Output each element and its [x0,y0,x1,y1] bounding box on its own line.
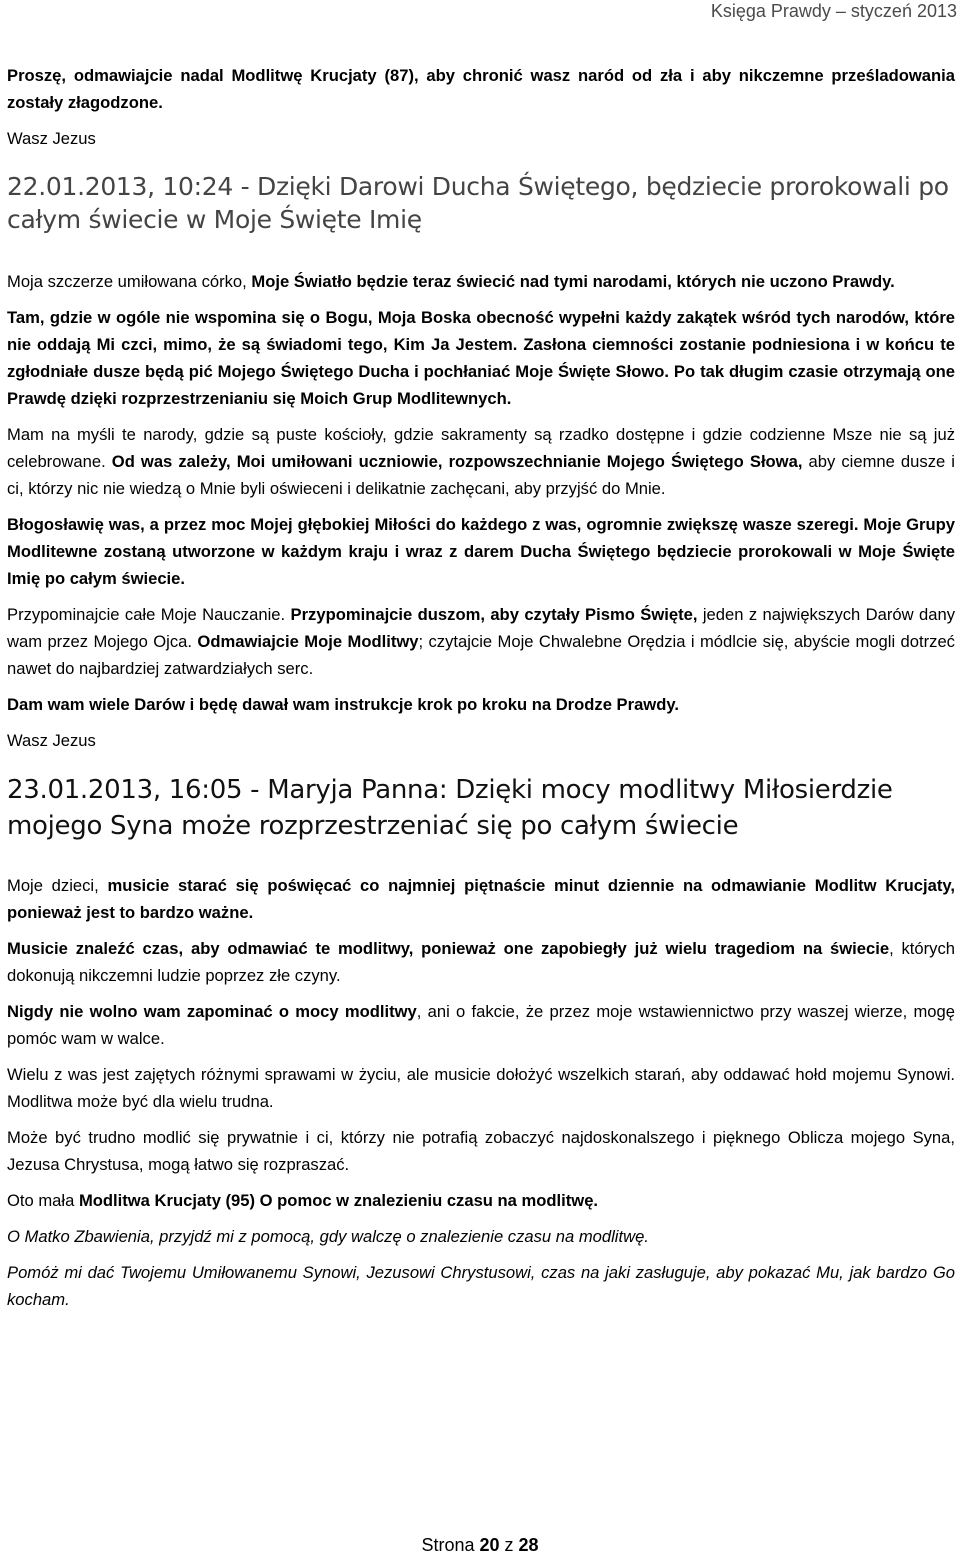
bold-text: Odmawiajcie Moje Modlitwy [197,632,419,651]
text: Oto mała [7,1191,79,1210]
paragraph [7,421,955,502]
prayer-line [7,1223,955,1250]
page-number: 20 [479,1535,500,1555]
bold-text: Dam wam wiele Darów i będę dawał wam instrukcje krok po kroku na Drodze Prawdy. [7,695,679,714]
paragraph: Wielu z was jest zajętych różnymi sprawami w życiu, ale musicie dołożyć wszelkich starań, aby oddawać hołd mojemu Synowi. Modlitwa może być dla wielu trudna. [7,1065,955,1111]
text: , których dokonują nikczemni ludzie poprzez złe czyny. [7,939,955,985]
footer-text: Strona [421,1535,480,1555]
text: aby ciemne dusze i ci, którzy nic nie wiedzą o Mnie byli oświeceni i delikatnie zachęcani, aby przyjść do Mnie. [7,452,955,498]
bold-text: Błogosławię was, a przez moc Mojej głębokiej Miłości do każdego z was, ogromnie zwiększę wasze szeregi. Moje Grupy Modlitewne zostaną utworzone w każdym kraju i wraz z darem Ducha Świętego będziecie prorokowali w Moje Święte Imię po całym świecie. [7,515,955,588]
bold-text: Moje Światło będzie teraz świecić nad tymi narodami, których nie uczono Prawdy. [251,272,895,291]
text: , ani o fakcie, że przez moje wstawiennictwo przy waszej wierze, mogę pomóc wam w walce. [7,1002,955,1048]
bold-text: Musicie znaleźć czas, aby odmawiać te modlitwy, ponieważ one zapobiegły już wielu tragediom na świecie [7,939,890,958]
paragraph [7,511,955,592]
running-header: Księga Prawdy – styczeń 2013 [710,1,957,21]
text: ; czytajcie Moje Chwalebne Orędzia i módlcie się, abyście mogli dotrzeć nawet do najbardziej zatwardziałych serc. [7,632,955,678]
bold-text: Od was zależy, Moi umiłowani uczniowie, rozpowszechnianie Mojego Świętego Słowa, [111,452,803,471]
paragraph [7,304,955,412]
italic-text: O Matko Zbawienia, przyjdź mi z pomocą, gdy walczę o znalezienie czasu na modlitwę. [7,1227,649,1246]
paragraph [7,601,955,682]
text: Moje dzieci, [7,876,108,895]
page-footer [0,1533,960,1557]
text: jeden z największych Darów dany wam przez Mojego Ojca. [7,605,955,651]
bold-text: Tam, gdzie w ogóle nie wspomina się o Bogu, Moja Boska obecność wypełni każdy zakątek wśród tych narodów, które nie oddają Mi czci, mimo, że są świadomi tego, Kim Ja Jestem. Zasłona ciemności zostanie podniesiona i w końcu te zgłodniałe dusze będą pić Mojego Świętego Ducha i pochłaniać Moje Święte Słowo. Po tak długim czasie otrzymają one Prawdę dzięki rozprzestrzenianiu się Moich Grup Modlitewnych. [7,308,955,408]
text: Moja szczerze umiłowana córko, [7,272,252,291]
paragraph [7,872,955,926]
prayer-line [7,1259,955,1313]
bold-text: Modlitwa Krucjaty (95) O pomoc w znalezieniu czasu na modlitwę. [78,1191,599,1210]
bold-text: Nigdy nie wolno wam zapominać o mocy modlitwy [7,1002,417,1021]
footer-text: z [499,1535,519,1555]
message-title: 22.01.2013, 10:24 - Dzięki Darowi Ducha Świętego, będziecie prorokowali po całym świecie w Moje Święte Imię [7,172,949,234]
paragraph [7,268,955,295]
italic-text: Pomóż mi dać Twojemu Umiłowanemu Synowi, Jezusowi Chrystusowi, czas na jaki zasługuje, aby pokazać Mu, jak bardzo Go kocham. [7,1263,955,1309]
paragraph: Może być trudno modlić się prywatnie i ci, którzy nie potrafią zobaczyć najdoskonalszego i pięknego Oblicza mojego Syna, Jezusa Chrystusa, mogą łatwo się rozpraszać. [7,1128,955,1174]
paragraph [7,1187,955,1214]
paragraph [7,691,955,718]
paragraph [7,935,955,989]
signature: Wasz Jezus [7,731,96,750]
bold-text: Proszę, odmawiajcie nadal Modlitwę Krucjaty (87), aby chronić wasz naród od zła i aby nikczemne prześladowania zostały złagodzone. [7,66,955,112]
paragraph [7,998,955,1052]
signature: Wasz Jezus [7,129,96,148]
text: Przypominajcie całe Moje Nauczanie. [7,605,291,624]
message-title: 23.01.2013, 16:05 - Maryja Panna: Dzięki mocy modlitwy Miłosierdzie mojego Syna może rozprzestrzeniać się po całym świecie [7,775,893,841]
paragraph [7,62,955,116]
bold-text: Przypominajcie duszom, aby czytały Pismo Święte, [290,605,698,624]
text: Mam na myśli te narody, gdzie są puste kościoły, gdzie sakramenty są rzadko dostępne i gdzie codzienne Msze nie są już celebrowane. [7,425,955,471]
page-total: 28 [518,1535,539,1555]
page-content [7,62,955,1322]
bold-text: musicie starać się poświęcać co najmniej piętnaście minut dziennie na odmawianie Modlitw Krucjaty, ponieważ jest to bardzo ważne. [7,876,955,922]
